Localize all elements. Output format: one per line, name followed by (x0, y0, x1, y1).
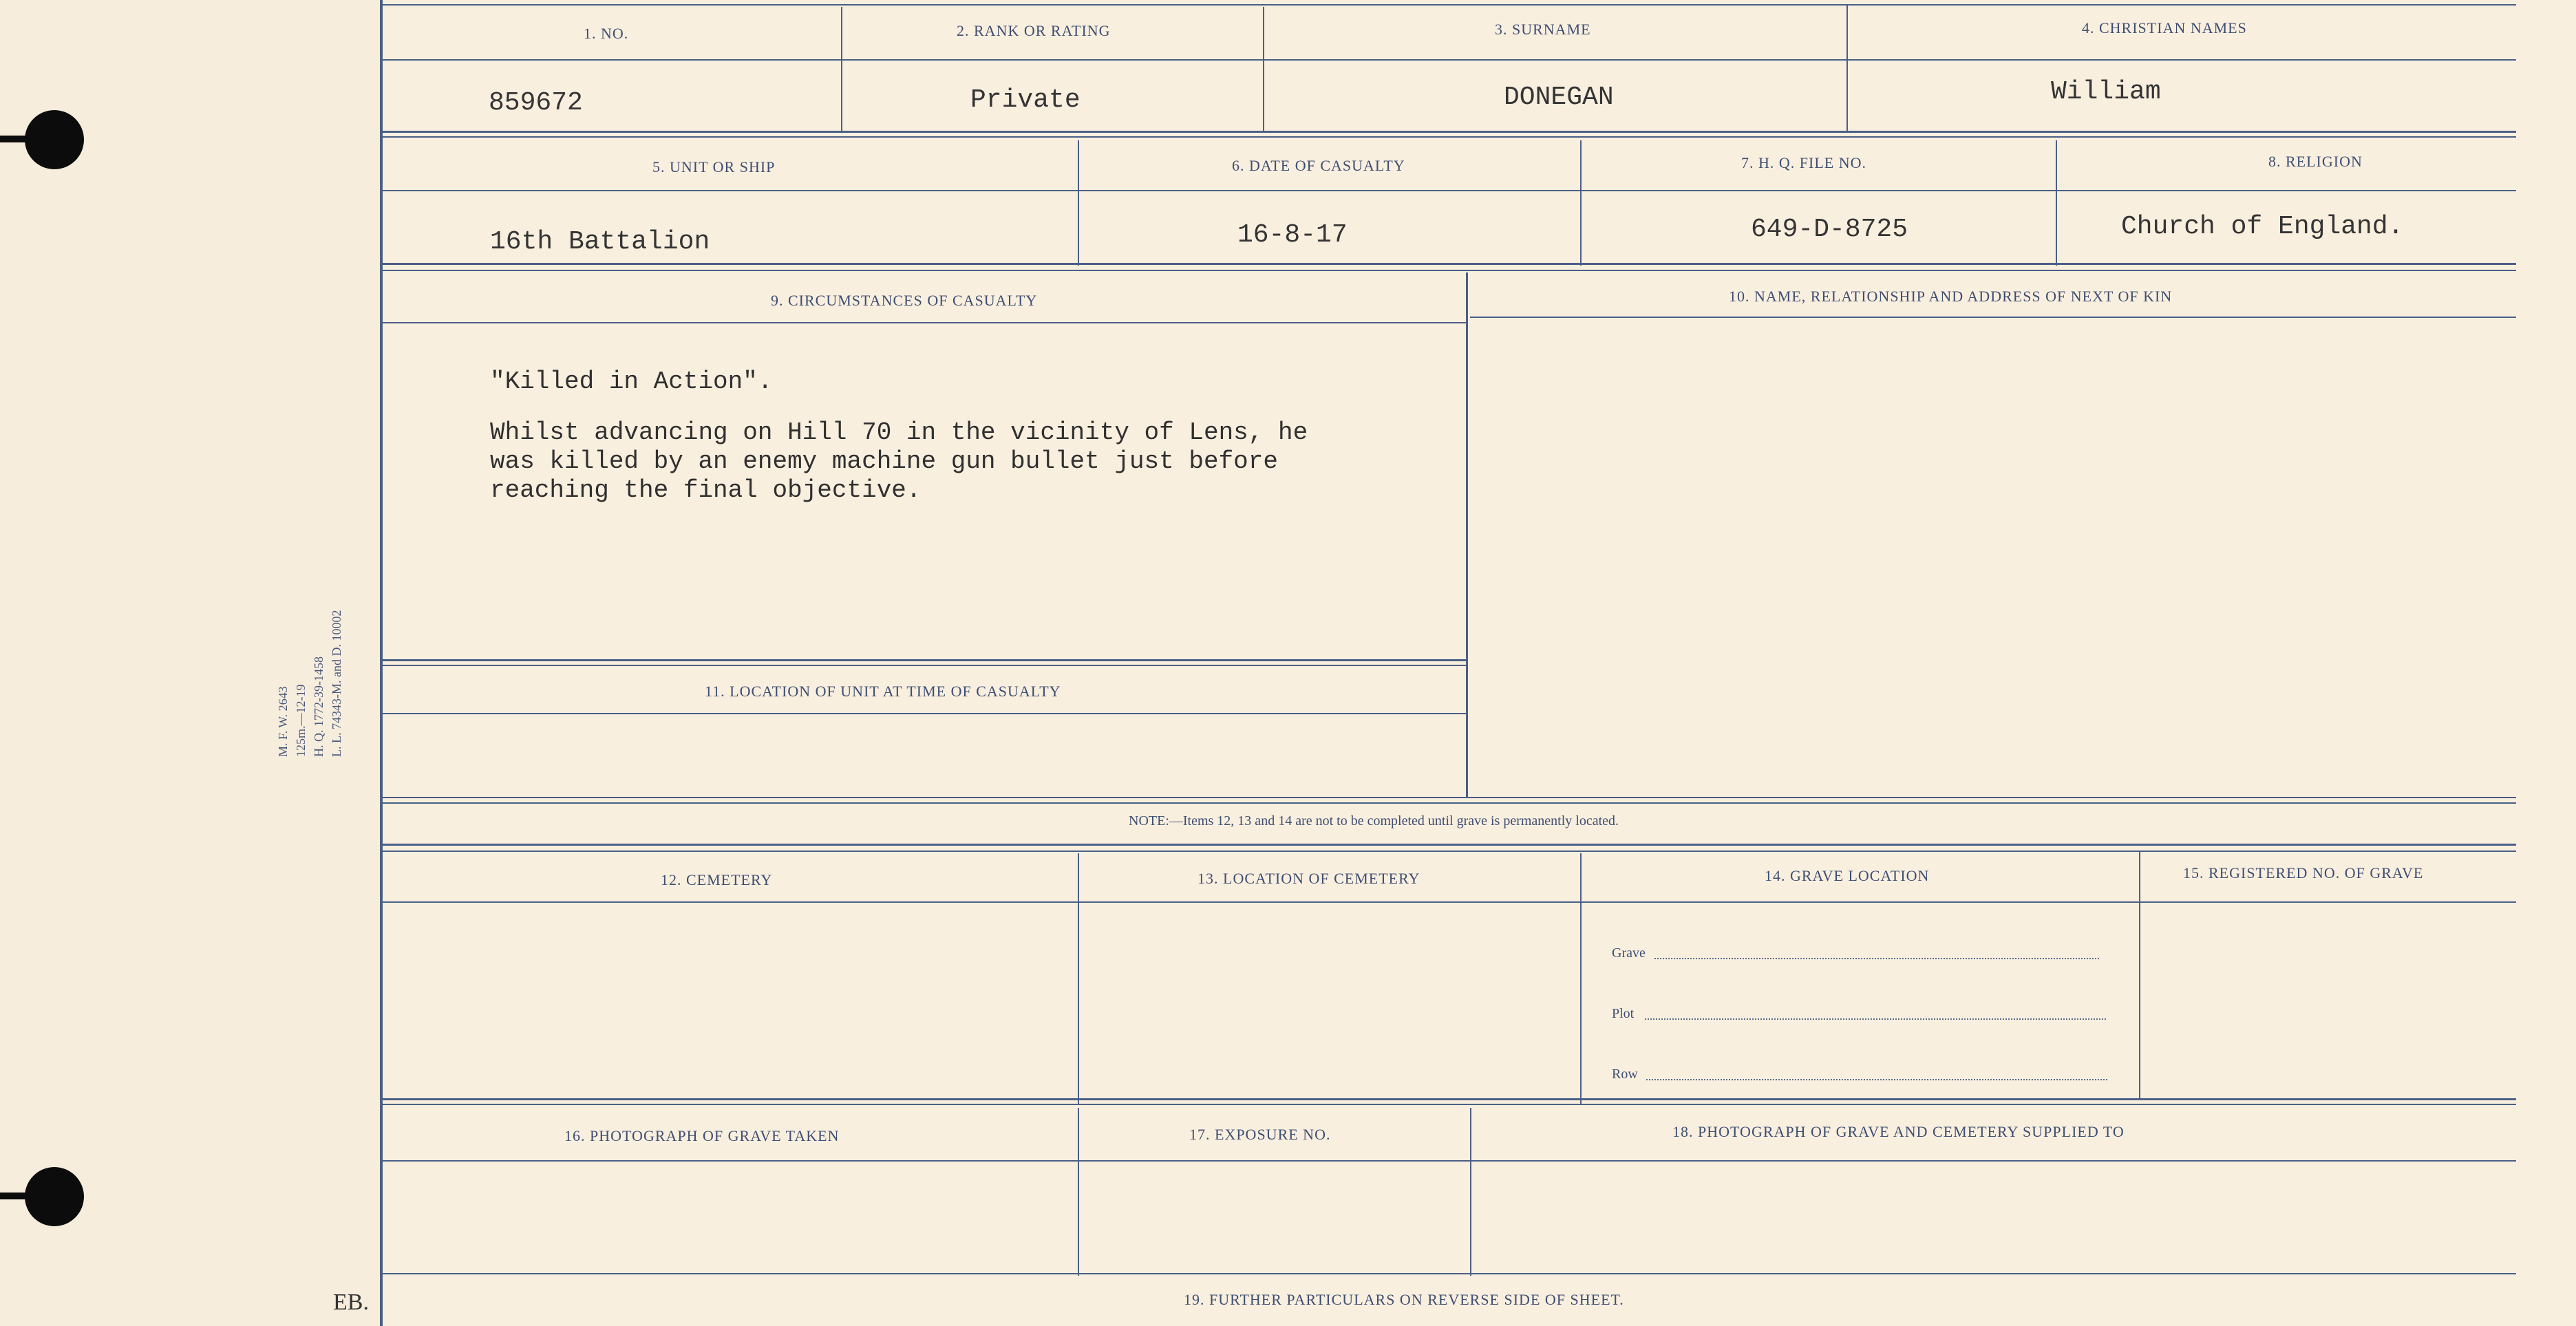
rule (383, 1104, 2516, 1105)
rule (383, 136, 2516, 138)
rank-label: 2. RANK OR RATING (957, 22, 1111, 39)
rule (383, 713, 1466, 714)
christian-names-value: William (2051, 77, 2161, 107)
registered-no-label: 15. REGISTERED NO. OF GRAVE (2183, 864, 2424, 881)
grave-line (1654, 958, 2099, 959)
rule (383, 901, 2516, 903)
rule (383, 1273, 2516, 1274)
rule (1470, 1108, 1471, 1276)
rule (1466, 272, 1468, 797)
punch-hole-top (25, 110, 84, 169)
rule (1580, 853, 1582, 1104)
rule (383, 844, 2516, 846)
plot-line-label: Plot (1612, 1006, 1635, 1021)
grave-note: NOTE:—Items 12, 13 and 14 are not to be completed until grave is permanently located. (1129, 813, 1619, 828)
file-no-label: 7. H. Q. FILE NO. (1741, 154, 1866, 171)
no-label: 1. NO. (584, 25, 629, 42)
cemetery-label: 12. CEMETERY (661, 871, 773, 888)
rule (383, 665, 1466, 666)
rule (383, 797, 2516, 798)
cemetery-location-label: 13. LOCATION OF CEMETERY (1197, 870, 1420, 887)
rule (383, 1160, 2516, 1162)
circumstances-label: 9. CIRCUMSTANCES OF CASUALTY (771, 292, 1038, 309)
rule (383, 59, 2516, 61)
print-ref-line: H. Q. 1772-39-1458 (312, 656, 326, 757)
print-ref-line: 125m.—12-19 (294, 684, 308, 757)
rule (383, 4, 2516, 6)
circumstances-heading: "Killed in Action". (490, 367, 773, 396)
photo-supplied-label: 18. PHOTOGRAPH OF GRAVE AND CEMETERY SUPPLIED TO (1672, 1123, 2125, 1140)
rule (2056, 140, 2057, 266)
rule (383, 190, 2516, 191)
next-of-kin-label: 10. NAME, RELATIONSHIP AND ADDRESS OF NEXT OF KIN (1729, 288, 2173, 305)
row-line (1646, 1079, 2107, 1080)
left-border (380, 0, 383, 1326)
rank-value: Private (970, 85, 1081, 115)
file-no-value: 649-D-8725 (1751, 215, 1908, 244)
rule (1263, 7, 1264, 132)
rule (383, 322, 1466, 323)
date-value: 16-8-17 (1237, 220, 1348, 250)
circumstances-body: Whilst advancing on Hill 70 in the vicinity of Lens, he was killed by an enemy machine gun bullet just before reaching the final objective. (490, 418, 1308, 504)
unit-label: 5. UNIT OR SHIP (652, 158, 776, 175)
rule (383, 659, 1466, 661)
unit-value: 16th Battalion (490, 227, 710, 257)
unit-location-label: 11. LOCATION OF UNIT AT TIME OF CASUALTY (705, 683, 1061, 700)
rule (841, 7, 842, 132)
christian-names-label: 4. CHRISTIAN NAMES (2082, 19, 2247, 36)
rule (2139, 851, 2140, 1098)
margin-mark: EB. (333, 1290, 369, 1315)
rule (383, 802, 2516, 804)
rule (1580, 140, 1582, 266)
rule (1078, 853, 1079, 1104)
photo-taken-label: 16. PHOTOGRAPH OF GRAVE TAKEN (564, 1127, 840, 1144)
rule (1078, 1108, 1079, 1276)
row-line-label: Row (1612, 1067, 1638, 1082)
exposure-no-label: 17. EXPOSURE NO. (1189, 1126, 1331, 1143)
grave-location-label: 14. GRAVE LOCATION (1765, 867, 1930, 884)
religion-label: 8. RELIGION (2268, 153, 2363, 170)
punch-hole-bottom (25, 1167, 84, 1226)
rule (383, 851, 2516, 852)
rule (383, 270, 2516, 271)
rule (383, 131, 2516, 133)
surname-label: 3. SURNAME (1495, 21, 1591, 38)
rule (383, 1098, 2516, 1100)
rule (383, 263, 2516, 265)
further-particulars: 19. FURTHER PARTICULARS ON REVERSE SIDE OF SHEET. (1184, 1291, 1624, 1308)
surname-value: DONEGAN (1504, 83, 1614, 112)
rule (1470, 317, 2516, 318)
print-ref-line: M. F. W. 2643 (276, 686, 290, 757)
date-label: 6. DATE OF CASUALTY (1232, 157, 1405, 174)
no-value: 859672 (489, 88, 583, 118)
print-reference (274, 610, 345, 757)
rule (1078, 140, 1079, 266)
religion-value: Church of England. (2121, 212, 2404, 242)
rule (1846, 6, 1848, 132)
plot-line (1645, 1018, 2106, 1020)
grave-line-label: Grave (1612, 945, 1646, 961)
print-ref-line: L. L. 74343-M. and D. 10002 (330, 610, 343, 757)
